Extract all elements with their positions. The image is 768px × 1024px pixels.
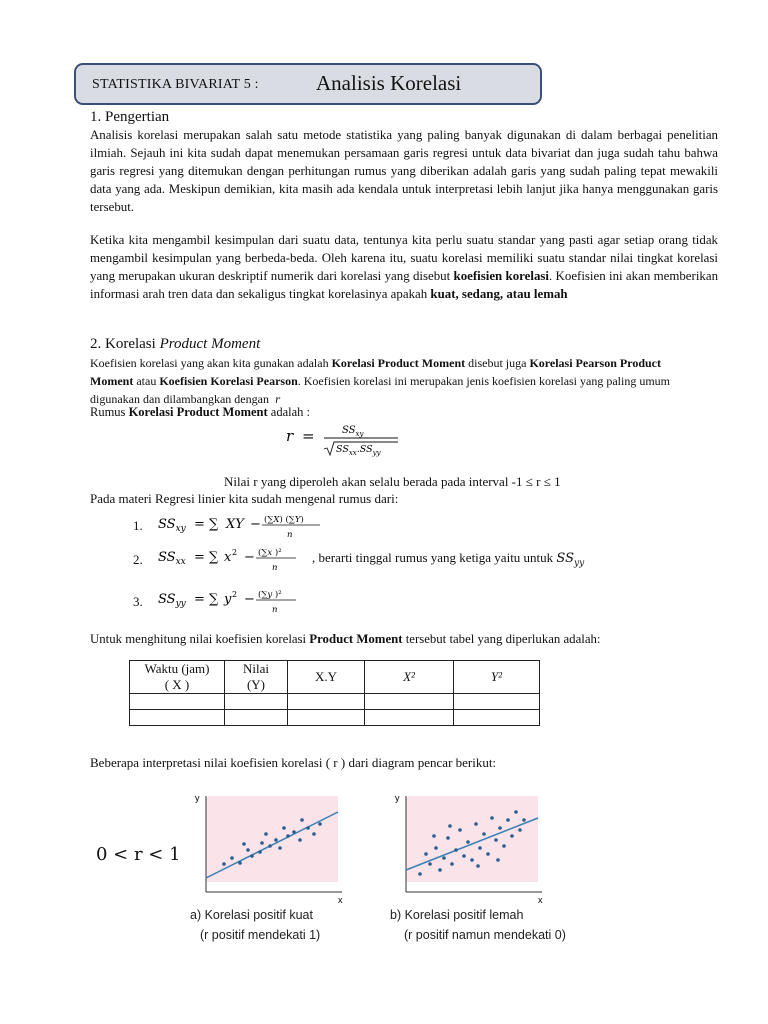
section-1-paragraph-1 [90,126,718,216]
caption-a-line2: (r positif mendekati 1) [200,928,321,942]
text: adalah : [267,405,311,419]
formula-item-1-number: 1. [133,518,143,533]
section-1-paragraph-2 [90,231,718,303]
bold-term: koefisien korelasi [453,269,550,283]
table-row [130,694,540,710]
r-symbol: r [274,395,280,406]
svg-text:SSxx: $SS_{xx}$ [158,550,186,567]
range-label [96,844,181,865]
table-row [130,710,540,726]
svg-text:(∑X) (∑Y): (∑X) (∑Y) [264,515,304,525]
header-nilai [225,661,288,694]
bold-term: Korelasi Pearson Product Moment [90,356,661,388]
svg-text:= ∑: = ∑ [194,592,219,607]
svg-text:n: n [272,605,278,615]
text: Ketika kita mengambil kesimpulan dari suatu data, tentunya kita perlu suatu standar yang pasti agar setiap orang tidak mengambil kesimpulan yang berbeda-beda. Oleh karena itu, suatu korelasi memiliki suatu standar nilai tingkat korelasi yang merupakan ukuran deskriptif numerik dari korelasi yang disebut [90,233,718,283]
paragraph-text: Analisis korelasi merupakan salah satu metode statistika yang paling banyak digunakan di dalam berbagai penelitian ilmiah. Sejauh ini kita sudah dapat menemukan persamaan garis regresi untuk data bivariat dan juga sudah tahu bahwa garis regresi yang ditemukan dengan perhitungan rumus yang diberikan adalah garis yang sudah paling tepat mewakili data yang ada. Meskipun demikian, kita masih ada kendala untuk interpretasi lebih lanjut jika hanya menggunakan garis tersebut. [90,128,718,214]
section-2-heading [90,336,260,353]
data-table [129,660,540,726]
text: Koefisien korelasi yang akan kita gunakan adalah [90,356,332,370]
range-text: 0 < r < 1 [96,844,181,865]
formula-ssyy [156,585,306,617]
svg-text:SSxx.SSyy: $SS_{xx}.SS_{yy}$ [336,444,381,457]
rumus-label [90,405,310,420]
svg-text:r: r [286,427,294,445]
svg-text:XY: XY [226,517,244,532]
formula-item-3-number: 3. [133,594,143,609]
scatter-plot-weak [390,790,550,905]
correlation-formula [284,418,434,460]
svg-text:−: − [250,517,261,532]
plot-area [206,796,338,882]
caption-a-line1: a) Korelasi positif kuat [190,908,313,922]
svg-text:=: = [302,427,315,445]
bold-term: Korelasi Product Moment [331,356,466,370]
text: . Koefisien ini akan memberikan informasi arah tren data dan sekaligus tingkat korelasinya apakah [90,269,719,301]
heading-text: 2. Korelasi [90,336,160,352]
svg-text:(∑x )²: (∑x )² [258,548,282,558]
interval-note: Nilai r yang diperoleh akan selalu berada pada interval -1 ≤ r ≤ 1 [224,474,561,489]
ssyy-symbol: $SS_{yy}$ [556,551,585,569]
svg-text:−: − [244,592,255,607]
x-axis-label: x [538,895,543,905]
svg-text:n: n [287,530,293,540]
svg-text:(∑y )²: (∑y )² [258,590,282,600]
section-2-intro [90,354,680,410]
svg-text:n: n [272,563,278,573]
header-text: ( X ) [164,677,190,692]
bold-term: Korelasi Product Moment [128,405,268,419]
page-title: Analisis Korelasi [316,71,462,95]
header-x2: X² [365,661,454,694]
header-waktu [130,661,225,694]
header-xy: X.Y [288,661,365,694]
svg-text:SSyy: $SS_{yy}$ [158,592,186,609]
y-axis-label: y [195,793,200,803]
svg-text:2: 2 [232,590,238,599]
formula-ssxx [156,543,306,575]
svg-text:−: − [244,550,255,565]
section-1-heading: 1. Pengertian [90,109,170,125]
text: tersebut tabel yang diperlukan adalah: [402,632,601,646]
caption-b-line2: (r positif namun mendekati 0) [404,928,566,942]
formula-item-2-number: 2. [133,552,143,567]
text: disebut juga [465,356,530,370]
text: atau [133,374,160,388]
svg-text:SSxy: $SS_{xy}$ [342,425,364,438]
title-prefix: STATISTIKA BIVARIAT 5 : [92,77,259,92]
title-box [74,63,542,105]
svg-text:= ∑: = ∑ [194,517,219,532]
svg-text:2: 2 [232,548,238,557]
bold-term: Koefisien Korelasi Pearson [159,374,298,388]
header-text: Nilai [243,661,269,676]
svg-text:SSxy: $SS_{xy}$ [158,517,186,534]
header-text: Waktu (jam) [144,661,210,676]
header-y2: Y² [454,661,540,694]
caption-b-line1: b) Korelasi positif lemah [390,908,524,922]
x-axis-label: x [338,895,343,905]
text: Untuk menghitung nilai koefisien korelasi [90,632,310,646]
regresi-note: Pada materi Regresi linier kita sudah mengenal rumus dari: [90,491,399,506]
heading-italic: Product Moment [159,336,261,352]
svg-text:y: y [224,592,232,607]
y-axis-label: y [395,793,400,803]
table-intro [90,632,600,647]
text: , berarti tinggal rumus yang ketiga yaitu untuk [312,550,554,565]
header-text: (Y) [246,677,266,692]
plot-area [406,796,538,882]
bold-term: kuat, sedang, atau lemah [430,287,568,301]
scatter-intro: Beberapa interpretasi nilai koefisien korelasi ( r ) dari diagram pencar berikut: [90,755,497,770]
text: Rumus [90,405,129,419]
bold-term: Product Moment [309,632,403,646]
svg-text:= ∑: = ∑ [194,550,219,565]
formula-ssxy [156,510,336,542]
formula-item-2-note [312,550,584,569]
text: . Koefisien korelasi ini merupakan jenis koefisien korelasi yang paling umum digunakan dan dilambangkan dengan [90,374,671,406]
table-header-row [130,661,540,694]
scatter-plot-strong [190,790,350,905]
svg-text:x: x [224,550,232,565]
